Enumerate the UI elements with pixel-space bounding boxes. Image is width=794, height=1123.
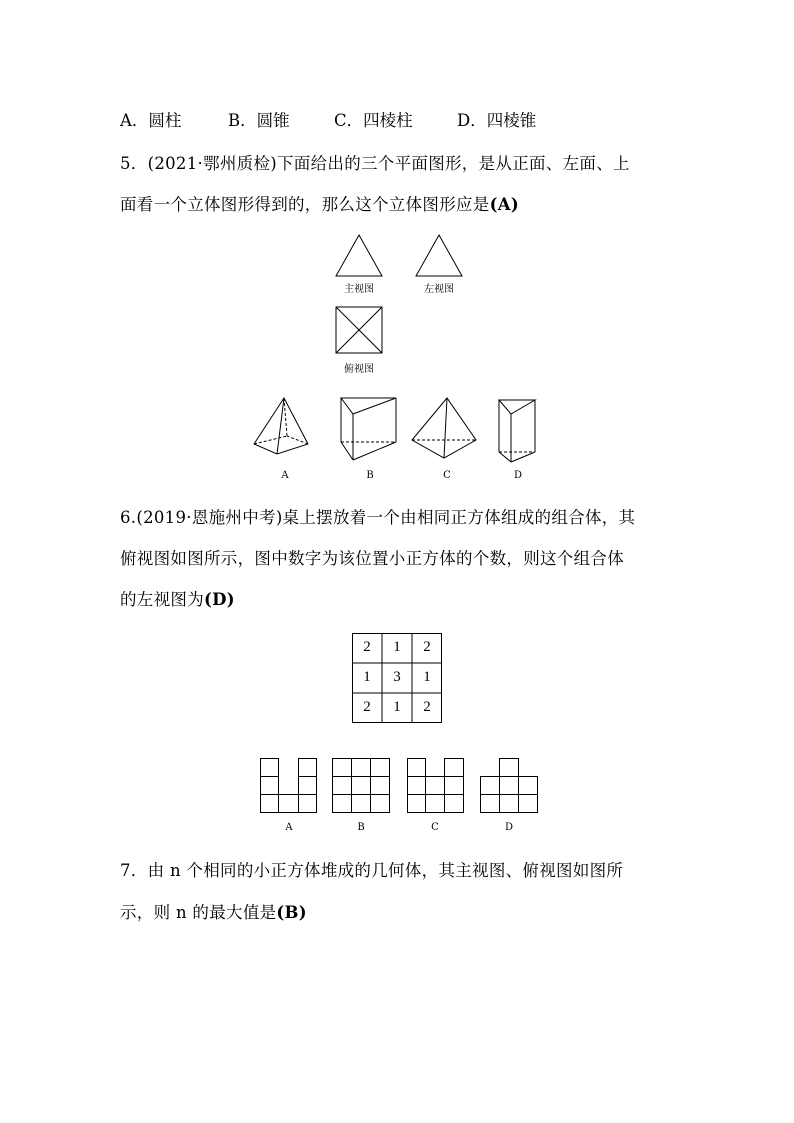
q5-choice-b-prism [339, 396, 399, 464]
grid-cell: 1 [363, 669, 371, 685]
q6-line-3-text: 的左视图为 [120, 590, 204, 609]
q5-left-view-label: 左视图 [424, 284, 454, 295]
q5-answer: (A) [489, 195, 519, 214]
grid-cell: 2 [363, 699, 371, 715]
q5-left-view-figure [414, 234, 464, 278]
q5-line-1: 5．(2021·鄂州质检)下面给出的三个平面图形，是从正面、左面、上 [120, 154, 630, 173]
q7-answer: (B) [276, 903, 307, 922]
q6-line-3 [120, 586, 235, 610]
q7-line-2 [120, 899, 307, 923]
q6-choice-b-figure [332, 758, 390, 815]
q4-option-c: C．四棱柱 [334, 111, 413, 130]
q5-choice-a-pyramid [251, 396, 311, 460]
q5-choice-a-label: A [281, 470, 289, 481]
q6-choice-b-label: B [357, 822, 365, 833]
q6-choice-c-figure [407, 758, 464, 815]
q6-choice-a-label: A [285, 822, 293, 833]
q6-choice-c-label: C [431, 822, 439, 833]
q5-front-view-label: 主视图 [344, 284, 374, 295]
grid-cell: 1 [423, 669, 431, 685]
q7-line-2-text: 示，则 n 的最大值是 [120, 903, 277, 922]
grid-cell: 2 [423, 699, 431, 715]
q6-choice-a-figure [260, 758, 317, 815]
grid-cell: 3 [393, 669, 401, 685]
q4-option-a: A．圆柱 [120, 111, 182, 130]
q7-line-1: 7．由 n 个相同的小正方体堆成的几何体，其主视图、俯视图如图所 [120, 861, 624, 880]
q5-choice-c-label: C [443, 470, 451, 481]
q6-choice-d-figure [480, 758, 538, 815]
grid-cell: 1 [393, 699, 401, 715]
q5-choice-d-prism [497, 398, 539, 464]
grid-cell: 2 [363, 639, 371, 655]
q5-top-view-label: 俯视图 [344, 364, 374, 375]
q6-line-1: 6.(2019·恩施州中考)桌上摆放着一个由相同正方体组成的组合体，其 [120, 508, 636, 527]
grid-cell: 1 [393, 639, 401, 655]
grid-cell: 2 [423, 639, 431, 655]
q6-choice-d-label: D [504, 822, 514, 833]
q5-choice-b-label: B [366, 470, 374, 481]
q5-top-view-figure [335, 306, 383, 354]
q5-choice-d-label: D [513, 470, 523, 481]
q6-answer: (D) [204, 590, 235, 609]
q5-choice-c-pyramid [410, 396, 478, 464]
q4-option-b: B．圆锥 [228, 111, 290, 130]
q4-option-d: D．四棱锥 [457, 111, 537, 130]
q5-line-2-text: 面看一个立体图形得到的，那么这个立体图形应是 [120, 195, 490, 214]
q6-line-2: 俯视图如图所示，图中数字为该位置小正方体的个数，则这个组合体 [120, 549, 624, 568]
q5-line-2 [120, 191, 519, 215]
q6-top-view-grid [352, 633, 442, 723]
q5-front-view-figure [334, 234, 384, 278]
